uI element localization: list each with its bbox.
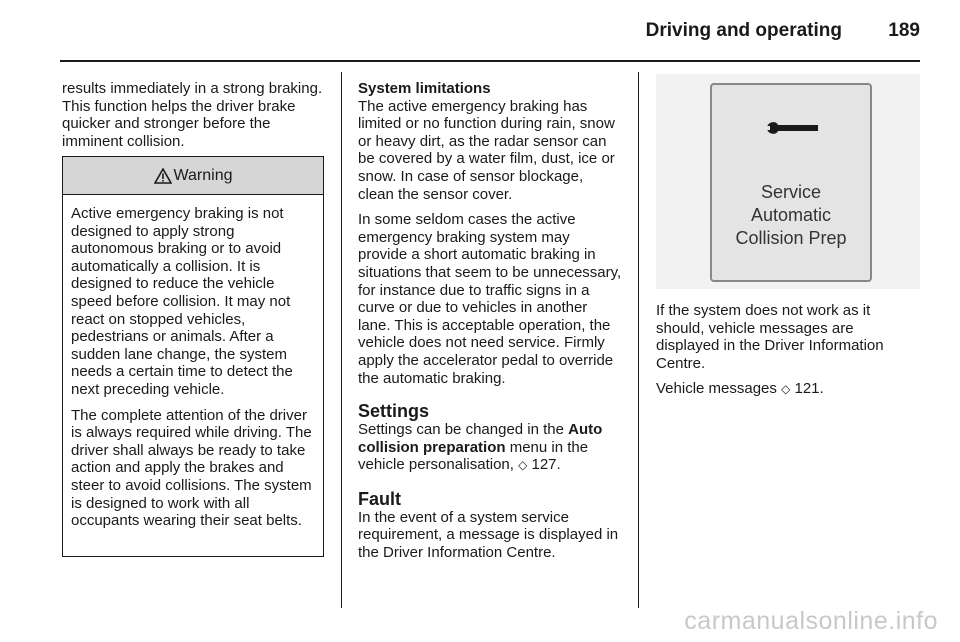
section-title: Driving and operating (645, 20, 842, 41)
display-line-3: Collision Prep (735, 228, 847, 248)
column-divider-1 (341, 72, 342, 608)
settings-menu-name: Auto collision preparation (358, 421, 603, 456)
limitations-paragraph-1: The active emergency braking has limited or no function during rain, snow or heavy dirt, as the radar sensor can be covered by a water film, dust, ice or snow. In case of sensor blockage, clean the sensor cover. (358, 97, 615, 203)
fault-paragraph: In the event of a system service requirement, a message is displayed in the Driver Information Centre. (358, 508, 619, 562)
message-illustration (656, 74, 920, 289)
cross-reference-icon: ◇ (518, 458, 528, 473)
page-header (60, 18, 920, 48)
vehicle-messages-text: Vehicle messages (656, 380, 782, 398)
warning-body (63, 195, 323, 530)
limitations-heading: System limitations (358, 80, 491, 97)
column-divider-2 (638, 72, 639, 608)
column-3 (656, 302, 920, 407)
wrench-icon (764, 119, 820, 137)
page-number: 189 (888, 20, 920, 41)
warning-title: Warning (173, 166, 233, 184)
malfunction-paragraph: If the system does not work as it should, vehicle messages are displayed in the Driver Information Centre. (656, 302, 884, 372)
settings-text-post: menu in the vehicle personalisation, (358, 438, 589, 474)
vehicle-messages-page-ref[interactable]: 121. (794, 380, 824, 398)
fault-heading: Fault (358, 488, 401, 509)
display-panel (710, 83, 872, 282)
settings-heading: Settings (358, 401, 430, 422)
warning-header (63, 157, 323, 195)
warning-paragraph-2: The complete attention of the driver is always required while driving. The driver shall always be ready to take action and apply the brakes and steer to avoid collisions. The system is designed to work with all occupants wearing their seat belts. (71, 406, 312, 530)
column-1 (62, 80, 324, 158)
warning-paragraph-1: Active emergency braking is not designed to apply strong autonomous braking or to avoid automatically a collision. It is designed to reduce the vehicle speed before collision. It may not react on stopped vehicles, pedestrians or animals. After a sudden lane change, the system needs a certain time to detect the next preceding vehicle. (71, 205, 293, 398)
cross-reference-icon: ◇ (781, 382, 791, 397)
settings-text-pre: Settings can be changed in the (358, 421, 569, 439)
warning-box (62, 156, 324, 557)
column-2 (358, 80, 623, 570)
settings-page-ref[interactable]: 127. (531, 456, 561, 474)
settings-paragraph (358, 421, 623, 475)
display-message (712, 181, 870, 250)
vehicle-messages-ref (656, 380, 920, 399)
intro-paragraph: results immediately in a strong braking. This function helps the driver brake quicker and stronger before the imminent collision. (62, 80, 323, 150)
display-line-1: Service (760, 182, 822, 202)
warning-triangle-icon (154, 168, 172, 184)
header-rule (60, 60, 920, 62)
display-line-2: Automatic (750, 205, 832, 225)
limitations-paragraph-2: In some seldom cases the active emergency braking system may provide a short automatic braking in situations that seem to be unnecessary, for instance due to traffic signs in a curve or due to vehicles in another lane. This is acceptable operation, the vehicle does not need service. Firmly apply the accelerator pedal to override the automatic braking. (358, 211, 622, 387)
watermark: carmanualsonline.info (684, 607, 938, 635)
